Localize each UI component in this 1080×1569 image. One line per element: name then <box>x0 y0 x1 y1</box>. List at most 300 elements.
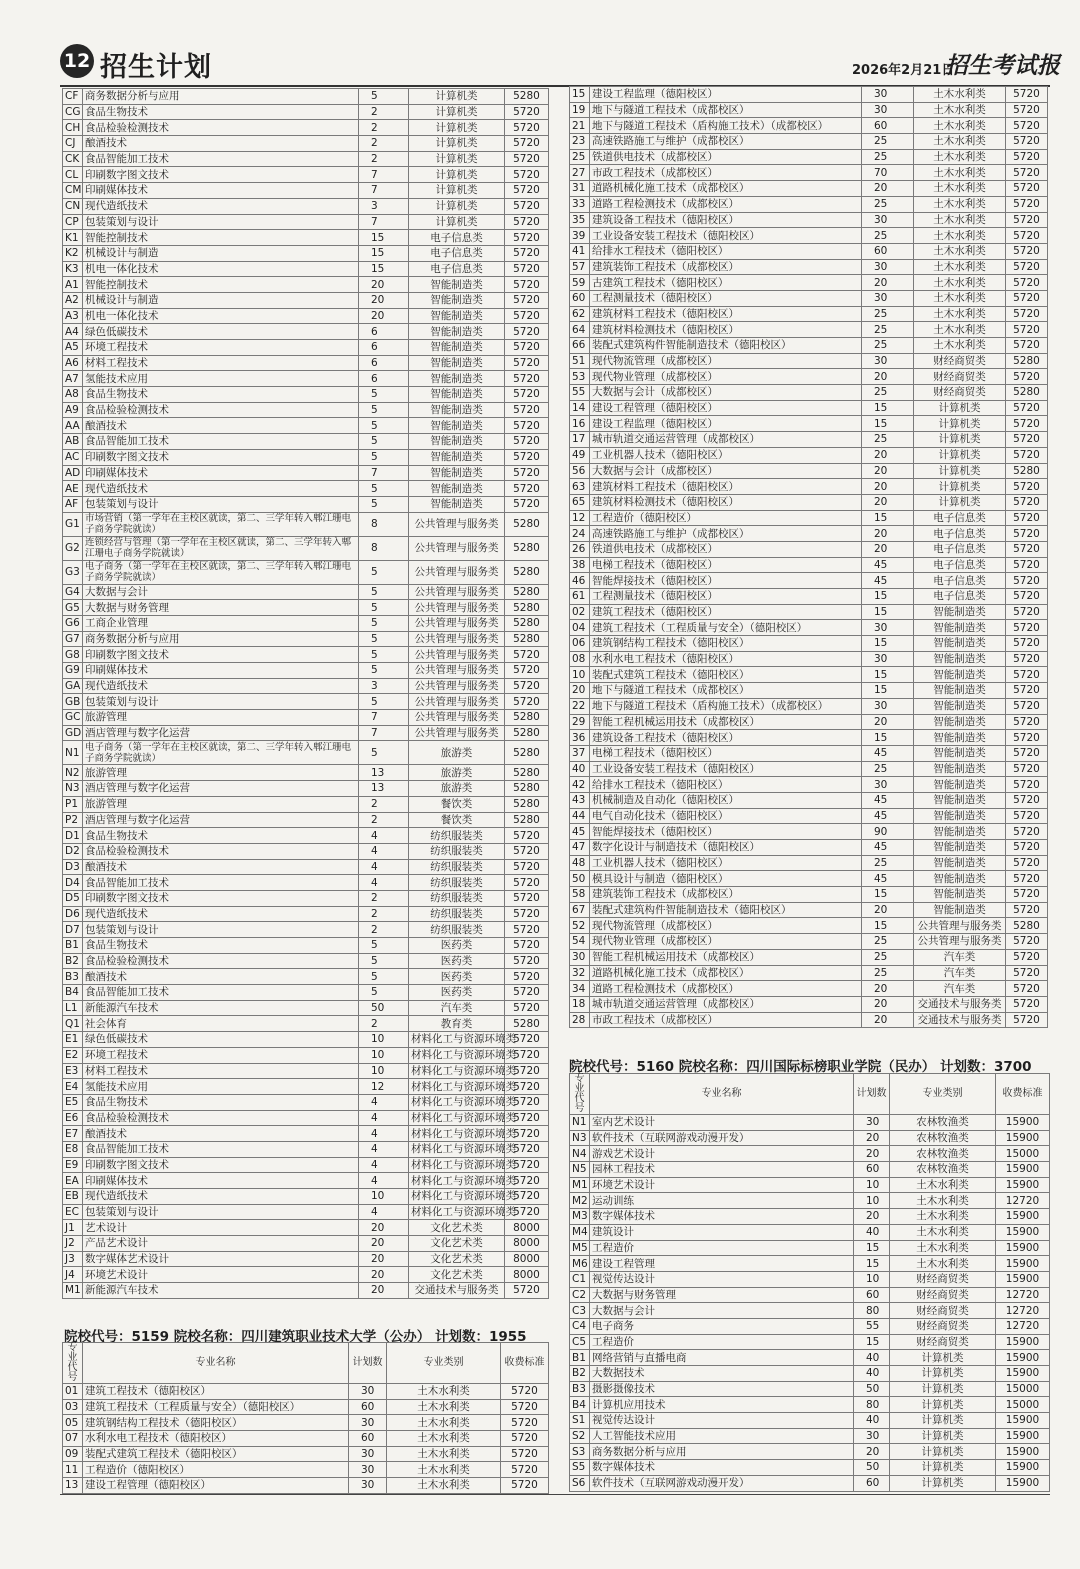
plan-count: 80 <box>854 1303 890 1319</box>
tuition-fee: 5720 <box>1006 761 1048 777</box>
major-code: G4 <box>63 584 83 600</box>
table-row <box>570 1177 1050 1193</box>
plan-count: 20 <box>862 447 914 463</box>
major-category: 计算机类 <box>914 479 1006 495</box>
major-category: 计算机类 <box>914 416 1006 432</box>
table-row <box>63 183 549 199</box>
tuition-fee: 5720 <box>505 694 549 710</box>
table-row <box>63 277 549 293</box>
major-name: 智能工程机械运用技术（成都校区） <box>590 714 862 730</box>
major-code: AF <box>63 496 83 512</box>
major-category: 土木水利类 <box>914 134 1006 150</box>
plan-count: 20 <box>862 275 914 291</box>
major-code: 31 <box>570 181 590 197</box>
table-row <box>570 792 1048 808</box>
plan-count: 5 <box>359 938 409 954</box>
major-code: A3 <box>63 308 83 324</box>
major-name: 食品检验检测技术 <box>83 120 359 136</box>
major-category: 纺织服装类 <box>409 922 505 938</box>
major-category: 文化艺术类 <box>409 1220 505 1236</box>
tuition-fee: 8000 <box>505 1236 549 1252</box>
major-code: J3 <box>63 1251 83 1267</box>
tuition-fee: 5280 <box>505 584 549 600</box>
tuition-fee: 5720 <box>505 167 549 183</box>
major-code: 61 <box>570 589 590 605</box>
major-name: 艺术设计 <box>83 1220 359 1236</box>
plan-count: 20 <box>862 996 914 1012</box>
tuition-fee: 5720 <box>505 355 549 371</box>
major-code: J2 <box>63 1236 83 1252</box>
major-code: 65 <box>570 494 590 510</box>
plan-count: 30 <box>862 620 914 636</box>
major-category: 土木水利类 <box>914 338 1006 354</box>
major-code: 24 <box>570 526 590 542</box>
major-category: 土木水利类 <box>914 102 1006 118</box>
tuition-fee: 15900 <box>996 1240 1050 1256</box>
major-name: 建筑装饰工程技术（成都校区） <box>590 259 862 275</box>
major-category: 交通技术与服务类 <box>914 1012 1006 1028</box>
major-code: C2 <box>570 1287 590 1303</box>
major-category: 纺织服装类 <box>409 875 505 891</box>
table-row <box>570 385 1048 401</box>
plan-count: 70 <box>862 165 914 181</box>
major-code: 59 <box>570 275 590 291</box>
table-row <box>63 1267 549 1283</box>
tuition-fee: 5720 <box>1006 557 1048 573</box>
major-category: 电子信息类 <box>409 261 505 277</box>
table-row <box>63 647 549 663</box>
major-category: 电子信息类 <box>914 510 1006 526</box>
major-name: 现代造纸技术 <box>83 198 359 214</box>
table-row <box>63 481 549 497</box>
major-name: 智能焊接技术（德阳校区） <box>590 824 862 840</box>
tuition-fee: 5720 <box>1006 1012 1048 1028</box>
major-name: 工程造价 <box>590 1334 854 1350</box>
major-code: C4 <box>570 1318 590 1334</box>
table-row <box>570 777 1048 793</box>
major-name: 电子商务（第一学年在主校区就读，第二、三学年转入郫江珊电子商务学院就读） <box>83 741 359 765</box>
major-category: 智能制造类 <box>914 855 1006 871</box>
table-row <box>63 1204 549 1220</box>
major-code: EA <box>63 1173 83 1189</box>
left-admission-table <box>62 88 549 1299</box>
tuition-fee: 5720 <box>505 496 549 512</box>
major-name: 建筑钢结构工程技术（德阳校区） <box>83 1415 349 1431</box>
major-name: 新能源汽车技术 <box>83 1283 359 1299</box>
major-name: 材料工程技术 <box>83 1063 359 1079</box>
plan-count: 15 <box>862 416 914 432</box>
major-category: 计算机类 <box>890 1381 996 1397</box>
major-code: CM <box>63 183 83 199</box>
major-category: 财经商贸类 <box>914 369 1006 385</box>
table-row <box>570 714 1048 730</box>
major-name: 铁道供电技术（成都校区） <box>590 541 862 557</box>
major-name: 电梯工程技术（德阳校区） <box>590 745 862 761</box>
table-row <box>570 1366 1050 1382</box>
major-name: 市场营销（第一学年在主校区就读，第二、三学年转入郫江珊电子商务学院就读） <box>83 512 359 536</box>
plan-count: 20 <box>359 308 409 324</box>
table-row <box>570 432 1048 448</box>
table-row <box>570 400 1048 416</box>
major-code: EC <box>63 1204 83 1220</box>
table-row <box>63 1110 549 1126</box>
table-row <box>570 604 1048 620</box>
plan-count: 5 <box>359 694 409 710</box>
major-name: 工商企业管理 <box>83 615 359 631</box>
major-code: S5 <box>570 1460 590 1476</box>
major-category: 土木水利类 <box>890 1240 996 1256</box>
tuition-fee: 5720 <box>505 245 549 261</box>
header-fee: 收费标准 <box>501 1343 549 1384</box>
major-category: 智能制造类 <box>914 604 1006 620</box>
tuition-fee: 5720 <box>1006 887 1048 903</box>
plan-count: 20 <box>862 1012 914 1028</box>
tuition-fee: 5720 <box>1006 949 1048 965</box>
table-row <box>570 1287 1050 1303</box>
table-row <box>570 290 1048 306</box>
major-code: A1 <box>63 277 83 293</box>
tuition-fee: 5720 <box>1006 510 1048 526</box>
table-row <box>63 1189 549 1205</box>
major-code: D5 <box>63 890 83 906</box>
major-code: S1 <box>570 1413 590 1429</box>
major-category: 土木水利类 <box>387 1399 501 1415</box>
major-name: 现代物业管理（成都校区） <box>590 369 862 385</box>
major-code: B1 <box>63 938 83 954</box>
major-name: 产品艺术设计 <box>83 1236 359 1252</box>
major-category: 智能制造类 <box>409 324 505 340</box>
table-row <box>570 322 1048 338</box>
tuition-fee: 5720 <box>505 938 549 954</box>
tuition-fee: 15900 <box>996 1271 1050 1287</box>
header-code: 专业代号 <box>570 1074 590 1115</box>
major-code: D1 <box>63 828 83 844</box>
major-name: 旅游管理 <box>83 710 359 726</box>
section-title: 招生计划 <box>100 52 212 83</box>
tuition-fee: 15000 <box>996 1146 1050 1162</box>
table-row <box>63 953 549 969</box>
plan-count: 50 <box>854 1381 890 1397</box>
tuition-fee: 5720 <box>505 481 549 497</box>
major-category: 材料化工与资源环境类 <box>409 1032 505 1048</box>
major-category: 土木水利类 <box>387 1431 501 1447</box>
plan-count: 20 <box>862 902 914 918</box>
major-name: 工程造价（德阳校区） <box>83 1462 349 1478</box>
tuition-fee: 5720 <box>1006 620 1048 636</box>
tuition-fee: 5280 <box>505 796 549 812</box>
major-category: 计算机类 <box>409 198 505 214</box>
plan-count: 4 <box>359 843 409 859</box>
plan-count: 7 <box>359 465 409 481</box>
major-category: 土木水利类 <box>914 149 1006 165</box>
tuition-fee: 5720 <box>1006 541 1048 557</box>
table-row <box>570 871 1048 887</box>
table-row <box>63 1063 549 1079</box>
table-row <box>63 1283 549 1299</box>
table-row <box>63 387 549 403</box>
table-row <box>63 843 549 859</box>
tuition-fee: 5720 <box>1006 102 1048 118</box>
major-code: 39 <box>570 228 590 244</box>
tuition-fee: 5280 <box>505 615 549 631</box>
tuition-fee: 5720 <box>1006 573 1048 589</box>
tuition-fee: 5720 <box>1006 494 1048 510</box>
major-category: 公共管理与服务类 <box>409 536 505 560</box>
table-row <box>570 416 1048 432</box>
major-code: D4 <box>63 875 83 891</box>
plan-count: 10 <box>854 1177 890 1193</box>
major-code: B1 <box>570 1350 590 1366</box>
major-code: N1 <box>63 741 83 765</box>
major-category: 计算机类 <box>914 494 1006 510</box>
major-code: 02 <box>570 604 590 620</box>
tuition-fee: 5720 <box>505 1283 549 1299</box>
major-name: 食品智能加工技术 <box>83 151 359 167</box>
table-row <box>63 434 549 450</box>
plan-count: 7 <box>359 710 409 726</box>
tuition-fee: 5720 <box>1006 416 1048 432</box>
major-category: 土木水利类 <box>914 290 1006 306</box>
major-category: 旅游类 <box>409 741 505 765</box>
plan-count: 25 <box>862 855 914 871</box>
major-category: 土木水利类 <box>387 1384 501 1400</box>
major-name: 智能工程机械运用技术（成都校区） <box>590 949 862 965</box>
plan-count: 25 <box>862 322 914 338</box>
plan-count: 20 <box>862 541 914 557</box>
major-name: 酒店管理与数字化运营 <box>83 812 359 828</box>
major-category: 计算机类 <box>409 214 505 230</box>
plan-count: 40 <box>854 1350 890 1366</box>
table-row <box>63 1094 549 1110</box>
tuition-fee: 5720 <box>505 828 549 844</box>
major-code: E2 <box>63 1047 83 1063</box>
page-number-badge: 12 <box>60 44 94 78</box>
table-row <box>63 167 549 183</box>
major-name: 印刷数字图文技术 <box>83 1157 359 1173</box>
major-name: 地下与隧道工程技术（盾构施工技术）（成都校区） <box>590 118 862 134</box>
table-row <box>63 890 549 906</box>
school-5160-title: 院校代号：5160 院校名称：四川国际标榜职业学院（民办） 计划数：3700 <box>569 1059 1032 1075</box>
table-row <box>63 89 549 105</box>
major-code: M1 <box>63 1283 83 1299</box>
major-code: Q1 <box>63 1016 83 1032</box>
tuition-fee: 12720 <box>996 1193 1050 1209</box>
table-row <box>570 275 1048 291</box>
school-5159-title: 院校代号：5159 院校名称：四川建筑职业技术大学（公办） 计划数：1955 <box>64 1329 527 1345</box>
major-name: 食品生物技术 <box>83 938 359 954</box>
major-category: 智能制造类 <box>409 418 505 434</box>
major-name: 新能源汽车技术 <box>83 1000 359 1016</box>
table-row <box>63 1236 549 1252</box>
page-header <box>0 0 1080 86</box>
plan-count: 20 <box>862 181 914 197</box>
tuition-fee: 15900 <box>996 1334 1050 1350</box>
major-name: 印刷数字图文技术 <box>83 890 359 906</box>
tuition-fee: 5720 <box>1006 228 1048 244</box>
plan-count: 4 <box>359 1204 409 1220</box>
header-fee: 收费标准 <box>996 1074 1050 1115</box>
tuition-fee: 5720 <box>1006 306 1048 322</box>
plan-count: 15 <box>862 589 914 605</box>
table-row <box>63 1251 549 1267</box>
major-code: CJ <box>63 136 83 152</box>
major-category: 公共管理与服务类 <box>914 934 1006 950</box>
major-category: 智能制造类 <box>914 824 1006 840</box>
plan-count: 10 <box>359 1189 409 1205</box>
major-category: 电子信息类 <box>409 245 505 261</box>
major-code: 07 <box>63 1431 83 1447</box>
major-name: 食品智能加工技术 <box>83 875 359 891</box>
major-category: 智能制造类 <box>914 714 1006 730</box>
major-name: 大数据与会计 <box>590 1303 854 1319</box>
table-row <box>63 104 549 120</box>
table-row <box>63 261 549 277</box>
table-row <box>570 510 1048 526</box>
table-row <box>570 1350 1050 1366</box>
plan-count: 5 <box>359 584 409 600</box>
plan-count: 30 <box>349 1415 387 1431</box>
plan-count: 5 <box>359 481 409 497</box>
major-category: 教育类 <box>409 1016 505 1032</box>
major-category: 医药类 <box>409 969 505 985</box>
major-code: 10 <box>570 667 590 683</box>
major-code: 01 <box>63 1384 83 1400</box>
major-category: 计算机类 <box>890 1397 996 1413</box>
plan-count: 25 <box>862 965 914 981</box>
tuition-fee: 5720 <box>505 1173 549 1189</box>
major-name: 电子商务 <box>590 1318 854 1334</box>
major-code: A9 <box>63 402 83 418</box>
major-category: 纺织服装类 <box>409 843 505 859</box>
major-code: CH <box>63 120 83 136</box>
tuition-fee: 5720 <box>505 843 549 859</box>
newspaper-name: 招生考试报 <box>945 52 1060 79</box>
tuition-fee: 15900 <box>996 1224 1050 1240</box>
major-name: 道路工程检测技术（成都校区） <box>590 196 862 212</box>
plan-count: 30 <box>862 651 914 667</box>
plan-count: 15 <box>854 1334 890 1350</box>
major-name: 包装策划与设计 <box>83 922 359 938</box>
major-code: 04 <box>570 620 590 636</box>
major-name: 印刷数字图文技术 <box>83 167 359 183</box>
tuition-fee: 5720 <box>1006 934 1048 950</box>
table-row <box>63 512 549 536</box>
plan-count: 30 <box>349 1446 387 1462</box>
major-code: K1 <box>63 230 83 246</box>
major-category: 公共管理与服务类 <box>409 647 505 663</box>
plan-count: 30 <box>854 1115 890 1131</box>
tuition-fee: 5720 <box>505 104 549 120</box>
tuition-fee: 5720 <box>1006 275 1048 291</box>
table-row <box>63 308 549 324</box>
major-code: G9 <box>63 663 83 679</box>
tuition-fee: 15900 <box>996 1350 1050 1366</box>
tuition-fee: 15900 <box>996 1177 1050 1193</box>
major-code: 52 <box>570 918 590 934</box>
major-name: 食品生物技术 <box>83 104 359 120</box>
major-code: AB <box>63 434 83 450</box>
major-name: 建设工程监理（德阳校区） <box>590 87 862 103</box>
plan-count: 25 <box>862 134 914 150</box>
plan-count: 25 <box>862 432 914 448</box>
plan-count: 15 <box>359 261 409 277</box>
major-code: CN <box>63 198 83 214</box>
table-row <box>63 1446 549 1462</box>
major-code: 15 <box>570 87 590 103</box>
major-category: 土木水利类 <box>914 306 1006 322</box>
major-name: 食品检验检测技术 <box>83 843 359 859</box>
major-category: 智能制造类 <box>409 449 505 465</box>
major-code: N3 <box>570 1130 590 1146</box>
major-code: 34 <box>570 981 590 997</box>
major-name: 商务数据分析与应用 <box>590 1444 854 1460</box>
major-category: 计算机类 <box>890 1475 996 1491</box>
major-category: 计算机类 <box>409 167 505 183</box>
major-category: 智能制造类 <box>914 651 1006 667</box>
tuition-fee: 5280 <box>505 725 549 741</box>
plan-count: 25 <box>862 934 914 950</box>
major-name: 酿酒技术 <box>83 969 359 985</box>
tuition-fee: 5720 <box>505 261 549 277</box>
table-row <box>570 965 1048 981</box>
tuition-fee: 5720 <box>1006 651 1048 667</box>
tuition-fee: 5720 <box>1006 447 1048 463</box>
major-category: 土木水利类 <box>914 322 1006 338</box>
table-row <box>63 812 549 828</box>
table-row <box>63 678 549 694</box>
tuition-fee: 5720 <box>505 1000 549 1016</box>
plan-count: 20 <box>862 981 914 997</box>
plan-count: 5 <box>359 631 409 647</box>
major-code: 11 <box>63 1462 83 1478</box>
plan-count: 5 <box>359 402 409 418</box>
plan-count: 8 <box>359 512 409 536</box>
plan-count: 20 <box>854 1146 890 1162</box>
tuition-fee: 5720 <box>501 1478 549 1494</box>
plan-count: 30 <box>862 698 914 714</box>
major-name: 印刷数字图文技术 <box>83 449 359 465</box>
major-code: P2 <box>63 812 83 828</box>
major-code: E6 <box>63 1110 83 1126</box>
plan-count: 45 <box>862 808 914 824</box>
table-row <box>570 1460 1050 1476</box>
major-category: 农林牧渔类 <box>890 1162 996 1178</box>
tuition-fee: 5720 <box>501 1384 549 1400</box>
tuition-fee: 5720 <box>505 340 549 356</box>
tuition-fee: 5720 <box>505 387 549 403</box>
major-name: 软件技术（互联网游戏动漫开发） <box>590 1130 854 1146</box>
table-row <box>570 730 1048 746</box>
major-code: 18 <box>570 996 590 1012</box>
major-code: E4 <box>63 1079 83 1095</box>
table-row <box>570 1012 1048 1028</box>
tuition-fee: 5720 <box>1006 369 1048 385</box>
major-name: 现代物业管理（成都校区） <box>590 934 862 950</box>
table-row <box>570 181 1048 197</box>
tuition-fee: 5720 <box>1006 604 1048 620</box>
major-name: 电子商务（第一学年在主校区就读，第二、三学年转入郫江珊电子商务学院就读） <box>83 560 359 584</box>
major-name: 大数据技术 <box>590 1366 854 1382</box>
major-name: 环境工程技术 <box>83 340 359 356</box>
plan-count: 50 <box>854 1460 890 1476</box>
table-row <box>63 1141 549 1157</box>
tuition-fee: 5720 <box>1006 400 1048 416</box>
plan-count: 12 <box>359 1079 409 1095</box>
table-row <box>570 1256 1050 1272</box>
table-row <box>570 573 1048 589</box>
major-category: 公共管理与服务类 <box>409 631 505 647</box>
header-category: 专业类别 <box>890 1074 996 1115</box>
